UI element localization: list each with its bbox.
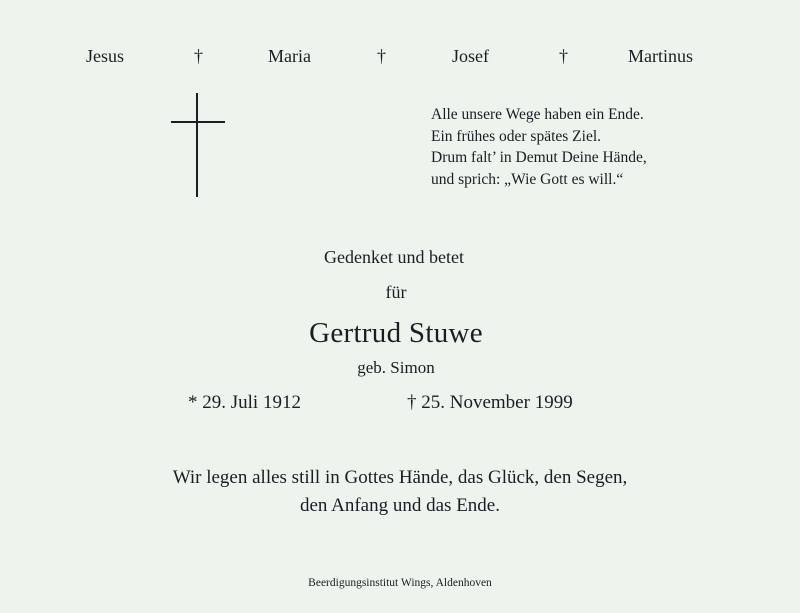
poem-line-4: und sprich: „Wie Gott es will.“: [431, 170, 624, 188]
name-martinus: Martinus: [628, 46, 693, 66]
fuer-text: für: [385, 282, 407, 302]
poem-line-1: Alle unsere Wege haben ein Ende.: [431, 106, 644, 123]
death-date: † 25. November 1999: [407, 392, 573, 413]
separator-cross-3: †: [559, 46, 568, 66]
cross-vertical-bar: [196, 93, 198, 197]
deceased-name: Gertrud Stuwe: [309, 317, 483, 349]
poem-line-2: Ein frühes oder spätes Ziel.: [431, 127, 602, 145]
funeral-home-credit: Beerdigungsinstitut Wings, Aldenhoven: [308, 577, 492, 589]
intro-text: Gedenket und betet: [324, 247, 464, 267]
name-jesus: Jesus: [86, 46, 125, 66]
name-josef: Josef: [452, 46, 489, 66]
maiden-name: geb. Simon: [357, 358, 435, 377]
name-maria: Maria: [268, 46, 311, 66]
verse-line-2: den Anfang und das Ende.: [300, 495, 500, 516]
cross-icon: [168, 93, 228, 199]
birth-date: * 29. Juli 1912: [188, 392, 301, 413]
verse-line-1: Wir legen alles still in Gottes Hände, das Glück, den Segen,: [172, 467, 628, 488]
poem-line-3: Drum falt’ in Demut Deine Hände,: [431, 149, 647, 166]
cross-horizontal-bar: [171, 121, 225, 123]
separator-cross-1: †: [194, 46, 203, 66]
separator-cross-2: †: [377, 46, 386, 66]
holy-names-line: [0, 46, 800, 70]
poem: [431, 104, 771, 190]
closing-verse: [0, 464, 800, 520]
